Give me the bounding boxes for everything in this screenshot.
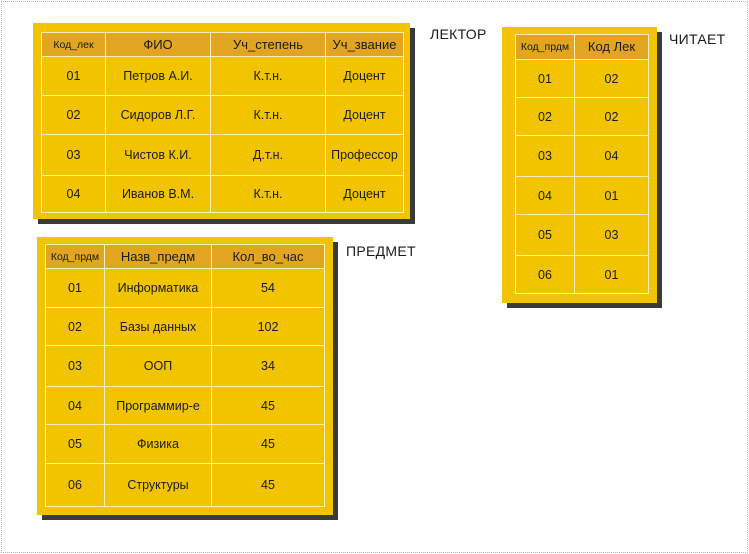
lektor-cell: 02: [42, 96, 106, 135]
predmet-cell: ООП: [105, 346, 212, 387]
predmet-col-kol-vo-chas: Кол_во_час: [212, 245, 325, 269]
table-row: [46, 464, 325, 507]
predmet-col-kod-prdm: Код_прдм: [46, 245, 105, 269]
predmet-title: ПРЕДМЕТ: [346, 243, 416, 259]
predmet-cell: Программир-е: [105, 387, 212, 425]
table-row: [46, 425, 325, 464]
chitaet-cell: 01: [516, 59, 575, 98]
lektor-cell: 01: [42, 57, 106, 96]
lektor-cell: Чистов К.И.: [106, 135, 211, 176]
predmet-cell: 05: [46, 425, 105, 464]
chitaet-cell: 02: [575, 98, 649, 136]
lektor-cell: Доцент: [326, 176, 404, 213]
predmet-cell: 04: [46, 387, 105, 425]
predmet-cell: 102: [212, 308, 325, 346]
table-row: [42, 135, 404, 176]
predmet-cell: Физика: [105, 425, 212, 464]
lektor-cell: Профессор: [326, 135, 404, 176]
predmet-header-row: [46, 245, 325, 269]
lektor-cell: Доцент: [326, 57, 404, 96]
lektor-col-kod: Код_лек: [42, 33, 106, 57]
lektor-cell: 03: [42, 135, 106, 176]
chitaet-cell: 04: [516, 177, 575, 215]
predmet-cell: 45: [212, 464, 325, 507]
chitaet-cell: 01: [575, 256, 649, 294]
chitaet-title: ЧИТАЕТ: [669, 31, 726, 47]
lektor-cell: 04: [42, 176, 106, 213]
lektor-cell: К.т.н.: [211, 96, 326, 135]
table-row: [516, 177, 649, 215]
table-row: [42, 57, 404, 96]
table-row: [42, 96, 404, 135]
predmet-cell: Структуры: [105, 464, 212, 507]
table-row: [516, 98, 649, 136]
predmet-cell: 34: [212, 346, 325, 387]
lektor-col-fio: ФИО: [106, 33, 211, 57]
lektor-cell: Сидоров Л.Г.: [106, 96, 211, 135]
predmet-table: [45, 244, 325, 507]
lektor-cell: К.т.н.: [211, 57, 326, 96]
lektor-cell: Иванов В.М.: [106, 176, 211, 213]
predmet-cell: 45: [212, 387, 325, 425]
predmet-cell: 03: [46, 346, 105, 387]
chitaet-cell: 03: [575, 215, 649, 256]
table-row: [516, 215, 649, 256]
chitaet-col-kod-lek: Код Лек: [575, 35, 649, 60]
chitaet-cell: 02: [575, 59, 649, 98]
chitaet-header-row: [516, 35, 649, 60]
lektor-col-stepen: Уч_степень: [211, 33, 326, 57]
predmet-table-card: [37, 237, 333, 515]
chitaet-table: [515, 34, 649, 294]
lektor-col-zvanie: Уч_звание: [326, 33, 404, 57]
chitaet-cell: 03: [516, 136, 575, 177]
predmet-cell: 45: [212, 425, 325, 464]
chitaet-cell: 01: [575, 177, 649, 215]
table-row: [516, 256, 649, 294]
table-row: [46, 308, 325, 346]
chitaet-cell: 05: [516, 215, 575, 256]
lektor-title: ЛЕКТОР: [430, 26, 487, 42]
lektor-table: [41, 32, 404, 213]
lektor-cell: К.т.н.: [211, 176, 326, 213]
lektor-table-card: [33, 23, 410, 219]
chitaet-cell: 04: [575, 136, 649, 177]
table-row: [46, 269, 325, 308]
table-row: [46, 346, 325, 387]
table-row: [516, 59, 649, 98]
predmet-cell: Информатика: [105, 269, 212, 308]
predmet-cell: 01: [46, 269, 105, 308]
predmet-col-nazv: Назв_предм: [105, 245, 212, 269]
chitaet-col-kod-prdm: Код_прдм: [516, 35, 575, 60]
lektor-header-row: [42, 33, 404, 57]
table-row: [42, 176, 404, 213]
lektor-cell: Д.т.н.: [211, 135, 326, 176]
chitaet-table-card: [502, 27, 657, 303]
predmet-cell: 06: [46, 464, 105, 507]
predmet-cell: 02: [46, 308, 105, 346]
table-row: [46, 387, 325, 425]
predmet-cell: Базы данных: [105, 308, 212, 346]
lektor-cell: Доцент: [326, 96, 404, 135]
lektor-cell: Петров А.И.: [106, 57, 211, 96]
table-row: [516, 136, 649, 177]
chitaet-cell: 02: [516, 98, 575, 136]
chitaet-cell: 06: [516, 256, 575, 294]
predmet-cell: 54: [212, 269, 325, 308]
